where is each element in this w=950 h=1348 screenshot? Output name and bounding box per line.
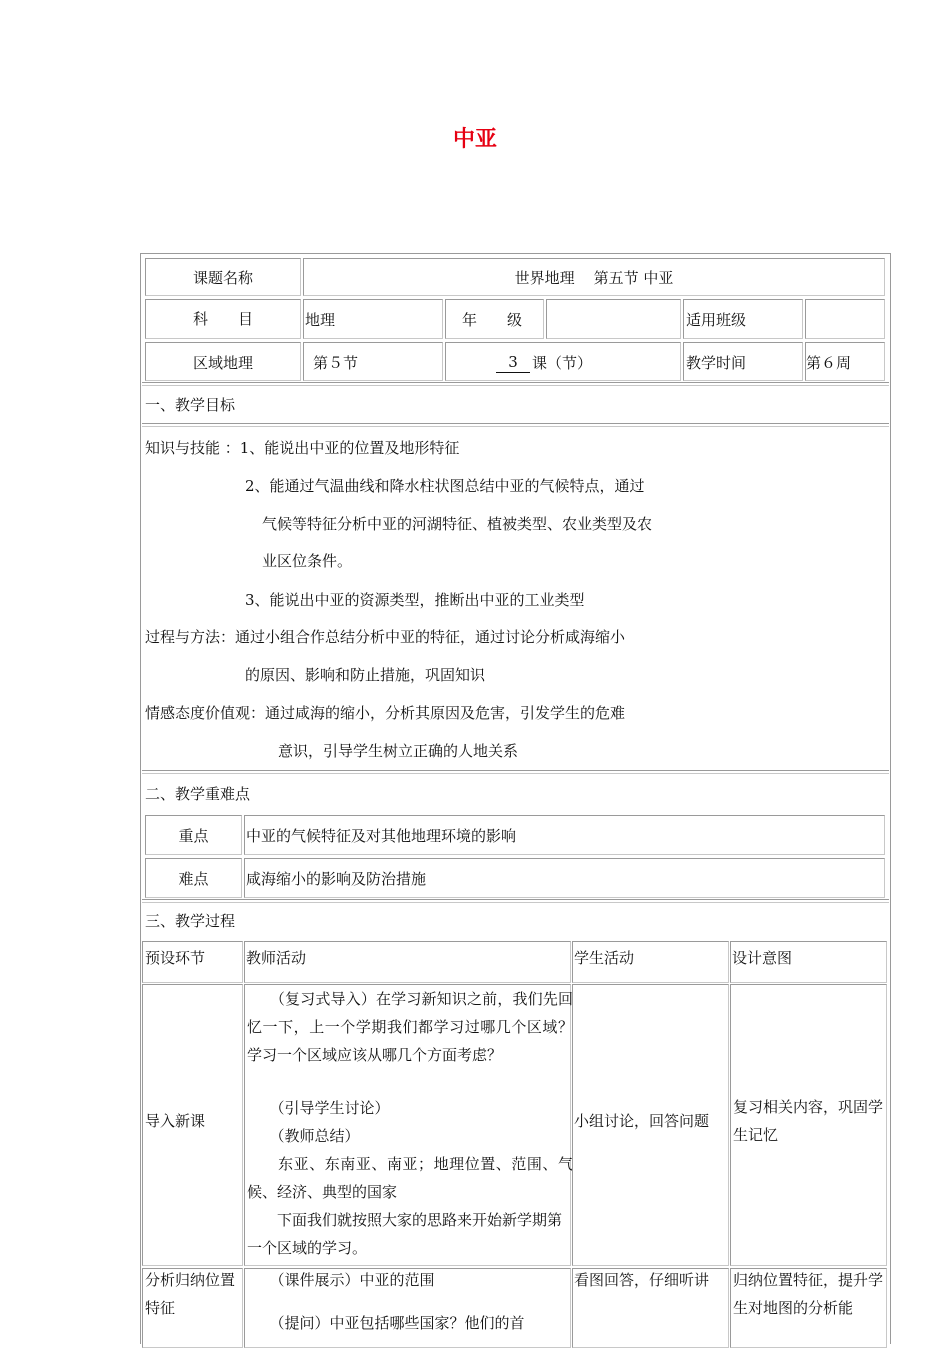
objectives-heading: 一、教学目标 xyxy=(145,396,236,414)
lesson-number: 3 xyxy=(496,353,530,373)
column-header-label: 预设环节 xyxy=(145,949,206,967)
focus-value: 中亚的气候特征及对其他地理环境的影响 xyxy=(246,827,517,845)
objective-line: 3、能说出中亚的资源类型，推断出中亚的工业类型 xyxy=(245,591,585,609)
column-header-teacher xyxy=(244,941,571,983)
section-cell xyxy=(303,342,443,381)
section-value: 第５节 xyxy=(313,354,359,372)
unit-label: 区域地理 xyxy=(192,354,253,372)
column-header-student xyxy=(572,941,729,983)
objective-line: 的原因、影响和防止措施，巩固知识 xyxy=(245,666,486,684)
table-row-intent xyxy=(730,984,887,1266)
difficulty-value: 咸海缩小的影响及防治措施 xyxy=(246,870,427,888)
topic-value-cell xyxy=(303,258,885,296)
teacher-activity-text: 东亚、东南亚、南亚；地理位置、范围、气候、经济、典型的国家 xyxy=(247,1155,573,1201)
unit-label-cell xyxy=(145,342,301,381)
difficulty-value-cell xyxy=(244,858,885,898)
design-intent-text: 复习相关内容，巩固学生记忆 xyxy=(733,1098,884,1144)
objective-line: 过程与方法：通过小组合作总结分析中亚的特征，通过讨论分析咸海缩小 xyxy=(145,628,626,646)
time-value-cell xyxy=(805,342,885,381)
class-label-cell xyxy=(683,299,803,339)
lesson-count-cell xyxy=(445,342,681,381)
objective-line: 意识，引导学生树立正确的人地关系 xyxy=(278,742,519,760)
table-row-stage xyxy=(142,1268,243,1348)
table-row-stage xyxy=(142,984,243,1266)
lesson-unit: 课（节） xyxy=(532,354,593,372)
teacher-activity-text: （教师总结） xyxy=(247,1127,360,1145)
table-row-teacher xyxy=(244,984,571,1266)
time-label: 教学时间 xyxy=(686,354,747,372)
subject-value: 地理 xyxy=(305,311,336,329)
grade-value-cell xyxy=(546,299,681,339)
topic-label-cell xyxy=(145,258,301,296)
subject-label: 科 目 xyxy=(192,310,253,328)
teacher-activity-text: （提问）中亚包括哪些国家？他们的首 xyxy=(247,1314,525,1332)
stage-label: 导入新课 xyxy=(145,1112,206,1130)
process-heading: 三、教学过程 xyxy=(145,912,236,930)
objective-line: 业区位条件。 xyxy=(262,552,353,570)
difficulty-label-cell xyxy=(145,858,242,898)
table-row-student xyxy=(572,984,729,1266)
subject-label-cell xyxy=(145,299,301,339)
divider xyxy=(142,899,889,903)
teacher-activity-text: （课件展示）中亚的范围 xyxy=(247,1271,435,1289)
student-activity-text: 小组讨论，回答问题 xyxy=(574,1112,710,1130)
focus-label: 重点 xyxy=(178,827,209,845)
teacher-activity-text: （引导学生讨论） xyxy=(247,1099,390,1117)
grade-label: 年 级 xyxy=(462,311,523,329)
design-intent-text: 归纳位置特征，提升学生对地图的分析能 xyxy=(733,1271,884,1317)
difficulty-label: 难点 xyxy=(178,870,209,888)
topic-label: 课题名称 xyxy=(192,269,253,287)
column-header-intent xyxy=(730,941,887,983)
objective-line: 知识与技能 ：1、能说出中亚的位置及地形特征 xyxy=(145,439,460,457)
column-header-label: 设计意图 xyxy=(732,949,793,967)
column-header-stage xyxy=(142,941,243,983)
topic-value: 世界地理 第五节 中亚 xyxy=(514,269,674,287)
document-title: 中亚 xyxy=(452,127,497,152)
teacher-activity-text: （复习式导入）在学习新知识之前，我们先回忆一下，上一个学期我们都学习过哪几个区域？学习一个区域应该从哪几个方面考虑？ xyxy=(247,990,573,1064)
divider xyxy=(142,382,889,386)
class-value-cell xyxy=(805,299,885,339)
subject-value-cell xyxy=(303,299,443,339)
table-row-teacher xyxy=(244,1268,571,1348)
teacher-activity-text: 下面我们就按照大家的思路来开始新学期第一个区域的学习。 xyxy=(247,1211,563,1257)
student-activity-text: 看图回答，仔细听讲 xyxy=(574,1271,710,1289)
stage-label: 分析归纳位置特征 xyxy=(145,1271,236,1317)
column-header-label: 教师活动 xyxy=(246,949,307,967)
key-points-heading: 二、教学重难点 xyxy=(145,785,251,803)
column-header-label: 学生活动 xyxy=(574,949,635,967)
table-row-student xyxy=(572,1268,729,1348)
focus-value-cell xyxy=(244,815,885,855)
objective-line: 情感态度价值观：通过咸海的缩小，分析其原因及危害，引发学生的危难 xyxy=(145,704,626,722)
time-label-cell xyxy=(683,342,803,381)
time-value: 第６周 xyxy=(806,354,852,372)
objective-line: 气候等特征分析中亚的河湖特征、植被类型、农业类型及农 xyxy=(262,515,653,533)
table-row-intent xyxy=(730,1268,887,1348)
class-label: 适用班级 xyxy=(686,311,747,329)
divider xyxy=(142,423,889,427)
focus-label-cell xyxy=(145,815,242,855)
objective-line: 2、能通过气温曲线和降水柱状图总结中亚的气候特点，通过 xyxy=(245,477,645,495)
divider xyxy=(142,770,889,774)
grade-label-cell xyxy=(445,299,544,339)
